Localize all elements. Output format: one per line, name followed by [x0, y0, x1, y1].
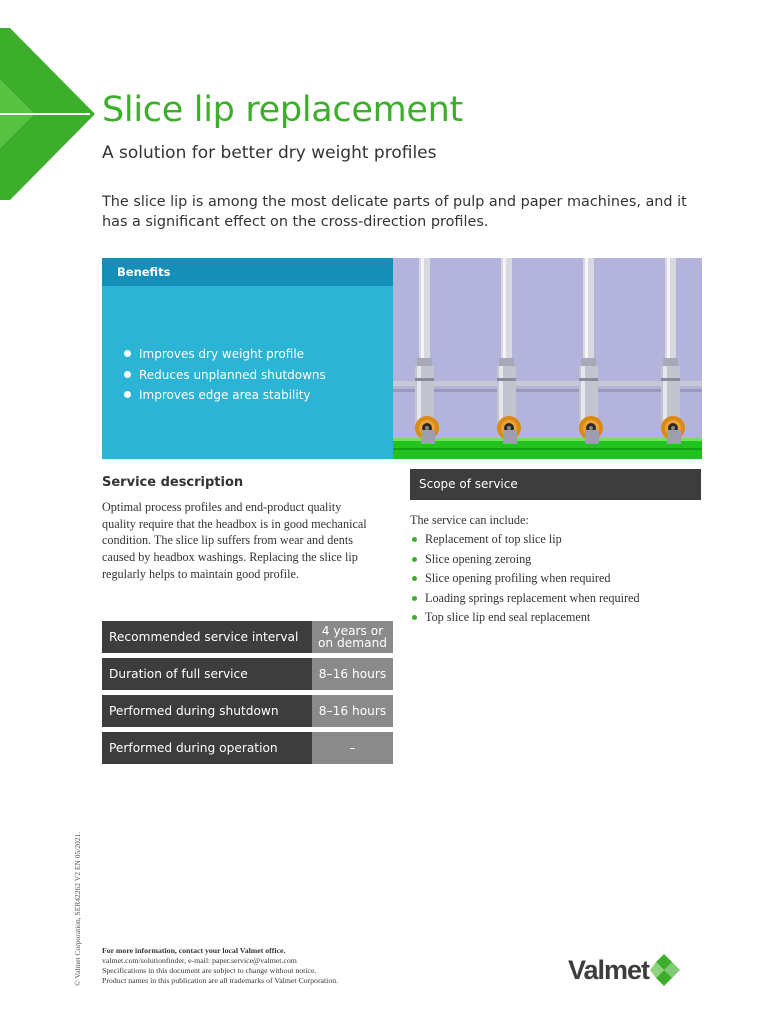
scope-intro: The service can include:	[410, 513, 529, 527]
list-item: Reduces unplanned shutdowns	[124, 365, 326, 386]
service-table	[102, 621, 393, 769]
benefits-box	[102, 258, 393, 459]
table-value-line: on demand	[317, 636, 388, 650]
valmet-logo	[568, 952, 682, 988]
table-value: 8–16 hours	[312, 695, 393, 727]
service-description-heading: Service description	[102, 475, 244, 490]
copyright-sidebar: © Valmet Corporation, SER42262 V2 EN 05/2021.	[73, 831, 82, 986]
list-item: Improves dry weight profile	[124, 344, 326, 365]
table-row	[102, 658, 393, 690]
footer-line: Product names in this publication are all trademarks of Valmet Corporation.	[102, 976, 339, 985]
table-value: –	[312, 732, 393, 764]
footer-line: For more information, contact your local Valmet office.	[102, 946, 286, 955]
logo-text: Valmet	[568, 954, 650, 985]
intro-paragraph: The slice lip is among the most delicate parts of pulp and paper machines, and it has a significant effect on the cross-direction profiles.	[102, 194, 687, 230]
table-value: 8–16 hours	[312, 658, 393, 690]
footer-line: valmet.com/solutionfinder, e-mail: paper.service@valmet.com	[102, 956, 297, 965]
footer	[102, 946, 338, 986]
table-label: Performed during shutdown	[102, 695, 312, 727]
list-item: Replacement of top slice lip	[410, 530, 640, 550]
page-title: Slice lip replacement	[102, 90, 463, 130]
list-item: Improves edge area stability	[124, 385, 326, 406]
table-row	[102, 695, 393, 727]
valmet-diamond-icon	[650, 952, 682, 988]
list-item: Loading springs replacement when required	[410, 589, 640, 609]
slice-lip-machine-image	[393, 258, 702, 459]
benefits-list	[124, 344, 326, 406]
list-item: Slice opening zeroing	[410, 550, 640, 570]
table-row	[102, 732, 393, 764]
table-label: Performed during operation	[102, 732, 312, 764]
table-label: Recommended service interval	[102, 621, 312, 653]
table-value-line: 4 years or	[321, 624, 384, 638]
table-value	[312, 621, 393, 653]
table-row	[102, 621, 393, 653]
service-description-text: Optimal process profiles and end-product quality quality require that the headbox is in good mechanical condition. The slice lip suffers from wear and dents caused by headbox washings. Replacing the slice lip regularly helps to maintain good profile.	[102, 500, 367, 581]
scope-heading: Scope of service	[410, 469, 701, 500]
footer-line: Specifications in this document are subject to change without notice.	[102, 966, 317, 975]
chevron-arrow-icon	[0, 28, 95, 200]
page-subtitle: A solution for better dry weight profiles	[102, 143, 437, 163]
scope-list	[410, 530, 640, 628]
list-item: Top slice lip end seal replacement	[410, 608, 640, 628]
table-label: Duration of full service	[102, 658, 312, 690]
benefits-heading: Benefits	[102, 258, 393, 286]
list-item: Slice opening profiling when required	[410, 569, 640, 589]
